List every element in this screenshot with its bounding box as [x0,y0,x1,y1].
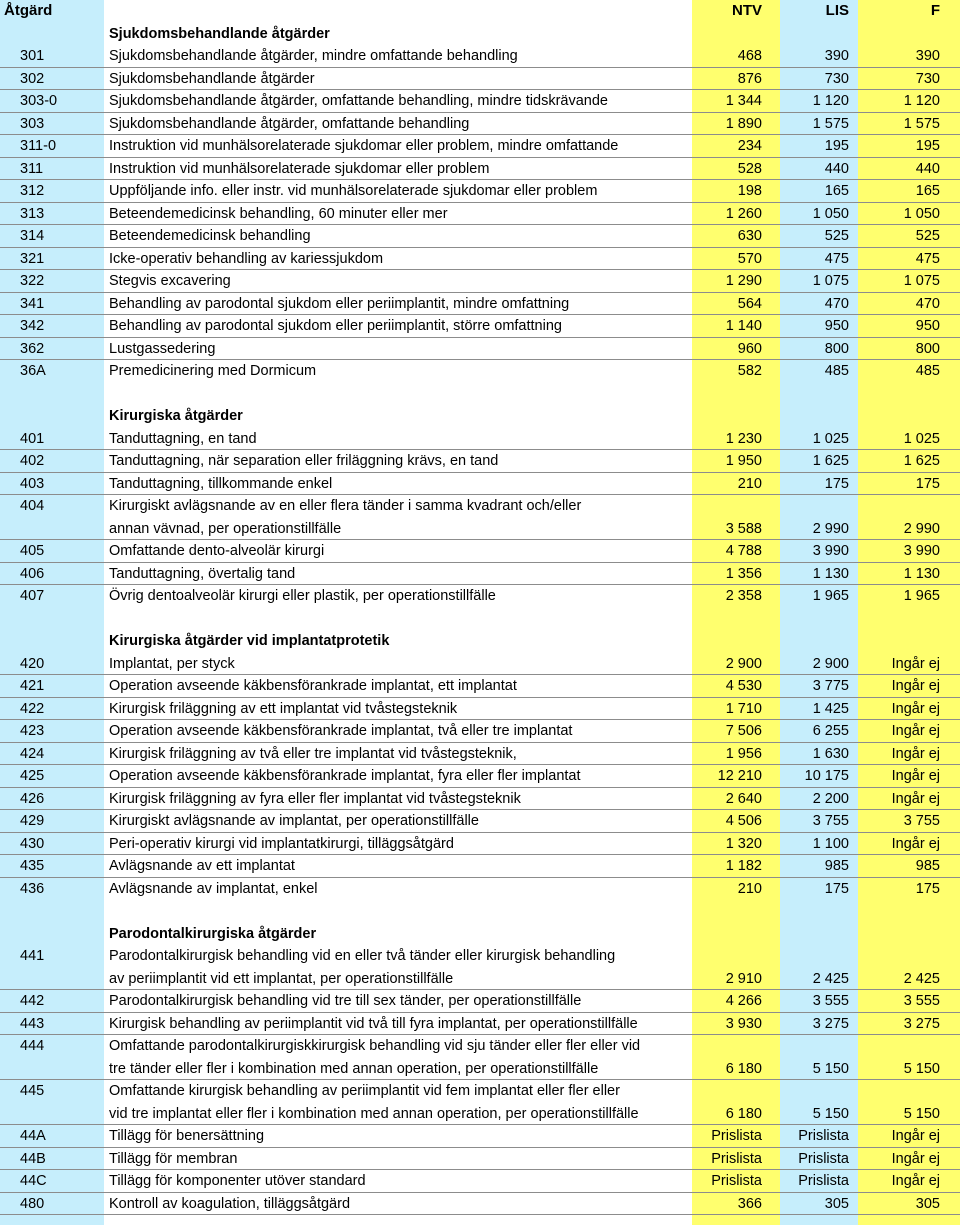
row-code: 362 [20,340,45,357]
row-ntv: 564 [737,295,762,312]
row-ntv: 1 956 [725,745,762,762]
header-f: F [930,2,940,19]
section-heading [0,405,960,428]
row-lis: 2 990 [812,520,849,537]
table-row [0,203,960,226]
row-f: 175 [915,880,940,897]
row-lis: 175 [824,880,849,897]
row-ntv: 366 [737,1195,762,1212]
row-ntv: 2 640 [725,790,762,807]
row-code: 436 [20,880,45,897]
table-row [0,225,960,248]
row-f: 1 120 [903,93,940,109]
table-row [0,810,960,833]
row-description: Avlägsnande av implantat, enkel [109,880,318,897]
row-ntv: 1 320 [725,835,762,852]
row-lis: 6 255 [812,723,849,739]
row-ntv: Prislista [711,1128,762,1144]
row-description: Kontroll av koagulation, tilläggsåtgärd [109,1195,351,1212]
row-code: 426 [20,790,45,807]
row-f: 5 150 [903,1060,940,1077]
table-row [0,1193,960,1216]
row-description: Behandling av parodontal sjukdom eller periimplantit, mindre omfattning [109,295,570,312]
row-code: 423 [20,723,45,739]
row-ntv: 1 710 [725,700,762,717]
row-ntv: 960 [737,340,762,357]
row-description-continued: tre tänder eller fler i kombination med annan operation, per operationstillfälle [109,1060,599,1077]
table-row [0,90,960,113]
table-row [0,833,960,856]
row-f: 3 755 [903,813,940,829]
section-title: Kirurgiska åtgärder vid implantatprotetik [109,633,390,649]
row-lis: 3 555 [812,993,849,1009]
row-description: Operation avseende käkbensförankrade implantat, ett implantat [109,678,517,694]
row-lis: 2 425 [812,970,849,987]
row-f: Ingår ej [891,768,940,784]
table-row [0,450,960,473]
table-row [0,743,960,766]
row-lis: 1 425 [812,700,849,717]
row-code: 480 [20,1195,45,1212]
row-lis: 1 965 [812,588,849,604]
row-f: Ingår ej [891,1150,940,1167]
row-lis: 1 025 [812,430,849,447]
row-code: 321 [20,250,45,267]
row-description: Kirurgiskt avlägsnande av implantat, per operationstillfälle [109,813,479,829]
row-code: 425 [20,768,45,784]
table-row [0,495,960,540]
row-code: 445 [20,1083,45,1099]
row-ntv: 876 [737,70,762,87]
row-description: Sjukdomsbehandlande åtgärder, omfattande behandling [109,115,470,132]
row-ntv: 2 900 [725,655,762,672]
table-row [0,878,960,901]
row-description: Stegvis excavering [109,273,231,289]
row-code: 422 [20,700,45,717]
row-code: 312 [20,183,45,199]
row-description: Tillägg för komponenter utöver standard [109,1173,366,1189]
row-description: Kirurgisk behandling av periimplantit vid två till fyra implantat, per operationstillfälle [109,1015,638,1032]
row-description: Övrig dentoalveolär kirurgi eller plastik, per operationstillfälle [109,588,496,604]
row-description: Instruktion vid munhälsorelaterade sjukdomar eller problem, mindre omfattande [109,138,619,154]
row-code: 444 [20,1038,45,1054]
row-f: 1 575 [903,115,940,132]
row-f: 3 555 [903,993,940,1009]
row-ntv: 528 [737,160,762,177]
table-row [0,698,960,721]
row-code: 341 [20,295,45,312]
table-row [0,720,960,743]
row-description: Sjukdomsbehandlande åtgärder, omfattande behandling, mindre tidskrävande [109,93,608,109]
row-description: Icke-operativ behandling av kariessjukdom [109,250,384,267]
row-description: Tanduttagning, en tand [109,430,257,447]
row-f: Ingår ej [891,723,940,739]
row-code: 302 [20,70,45,87]
row-lis: 440 [824,160,849,177]
row-lis: 165 [824,183,849,199]
row-lis: 800 [824,340,849,357]
row-ntv: Prislista [711,1150,762,1167]
row-lis: 950 [824,318,849,334]
row-code: 404 [20,498,45,514]
row-code: 429 [20,813,45,829]
row-code: 435 [20,858,45,874]
row-code: 407 [20,588,45,604]
row-description: Implantat, per styck [109,655,235,672]
row-description: Parodontalkirurgisk behandling vid en eller två tänder eller kirurgisk behandling [109,948,616,964]
row-ntv: 4 530 [725,678,762,694]
table-row [0,113,960,136]
row-lis: 305 [824,1195,849,1212]
row-ntv: 1 950 [725,453,762,469]
row-lis: Prislista [798,1128,849,1144]
section-title: Parodontalkirurgiska åtgärder [109,925,317,942]
row-description: Omfattande parodontalkirurgiskkirurgisk behandling vid sju tänder eller fler eller vid [109,1038,641,1054]
row-description: Kirurgiskt avlägsnande av en eller flera tänder i samma kvadrant och/eller [109,498,582,514]
row-code: 424 [20,745,45,762]
row-description: Omfattande kirurgisk behandling av periimplantit vid fem implantat eller fler eller [109,1083,620,1099]
row-code: 36A [20,363,46,379]
row-f: 3 990 [903,543,940,559]
row-f: 175 [915,475,940,492]
table-row [0,158,960,181]
table-row [0,788,960,811]
table-row [0,540,960,563]
row-ntv: 468 [737,48,762,64]
row-code: 401 [20,430,45,447]
row-lis: 485 [824,363,849,379]
table-row [0,945,960,990]
row-f: 1 965 [903,588,940,604]
row-f: 440 [915,160,940,177]
row-description: Premedicinering med Dormicum [109,363,317,379]
row-description: Avlägsnande av ett implantat [109,858,295,874]
row-lis: 730 [824,70,849,87]
table-row [0,428,960,451]
row-f: Ingår ej [891,1128,940,1144]
row-lis: 1 130 [812,565,849,582]
row-f: 305 [915,1195,940,1212]
row-lis: 3 990 [812,543,849,559]
spacer-row [0,383,960,406]
row-description: Tillägg för benersättning [109,1128,265,1144]
table-row [0,1125,960,1148]
row-lis: 3 275 [812,1015,849,1032]
row-f: 475 [915,250,940,267]
row-ntv: Prislista [711,1173,762,1189]
row-lis: 2 200 [812,790,849,807]
spacer-row [0,608,960,631]
row-lis: 475 [824,250,849,267]
row-ntv: 210 [737,475,762,492]
section-heading [0,923,960,946]
row-description: Behandling av parodontal sjukdom eller periimplantit, större omfattning [109,318,562,334]
section-title: Kirurgiska åtgärder [109,408,243,424]
row-f: 730 [915,70,940,87]
row-description: Operation avseende käkbensförankrade implantat, fyra eller fler implantat [109,768,581,784]
row-description: Parodontalkirurgisk behandling vid tre till sex tänder, per operationstillfälle [109,993,582,1009]
table-row [0,135,960,158]
row-f: 800 [915,340,940,357]
row-f: 1 075 [903,273,940,289]
header-lis: LIS [825,2,849,19]
row-ntv: 3 588 [725,520,762,537]
row-f: Ingår ej [891,655,940,672]
row-ntv: 2 910 [725,970,762,987]
row-lis: 2 900 [812,655,849,672]
table-row [0,765,960,788]
row-ntv: 630 [737,228,762,244]
row-f: 485 [915,363,940,379]
row-f: 985 [915,858,940,874]
row-code: 322 [20,273,45,289]
row-code: 44C [20,1173,47,1189]
row-description: Kirurgisk friläggning av ett implantat vid tvåstegsteknik [109,700,458,717]
table-row [0,473,960,496]
row-description-continued: av periimplantit vid ett implantat, per operationstillfälle [109,970,454,987]
table-row [0,360,960,383]
table-row [0,180,960,203]
row-ntv: 1 890 [725,115,762,132]
row-f: 165 [915,183,940,199]
row-lis: 985 [824,858,849,874]
row-ntv: 4 506 [725,813,762,829]
header-code: Åtgärd [4,2,53,19]
row-lis: 195 [824,138,849,154]
table-row [0,270,960,293]
row-lis: 390 [824,48,849,64]
row-description: Tillägg för membran [109,1150,238,1167]
table-row [0,315,960,338]
row-lis: 470 [824,295,849,312]
row-description: Lustgassedering [109,340,216,357]
row-description: Instruktion vid munhälsorelaterade sjukdomar eller problem [109,160,490,177]
row-code: 342 [20,318,45,334]
row-lis: 5 150 [812,1105,849,1122]
table-row [0,585,960,608]
row-description: Beteendemedicinsk behandling [109,228,311,244]
row-description-continued: annan vävnad, per operationstillfälle [109,520,342,537]
table-body [0,23,960,1216]
row-description: Beteendemedicinsk behandling, 60 minuter eller mer [109,205,448,222]
row-ntv: 4 266 [725,993,762,1009]
table-row [0,1148,960,1171]
row-lis: 1 100 [812,835,849,852]
row-ntv: 198 [737,183,762,199]
row-f: 2 990 [903,520,940,537]
row-f: 1 130 [903,565,940,582]
row-lis: 1 075 [812,273,849,289]
table-row [0,293,960,316]
table-row [0,855,960,878]
row-description-continued: vid tre implantat eller fler i kombination med annan operation, per operationstillfälle [109,1105,639,1122]
row-f: 1 050 [903,205,940,222]
row-lis: 1 630 [812,745,849,762]
row-ntv: 3 930 [725,1015,762,1032]
table-row [0,68,960,91]
row-lis: 3 775 [812,678,849,694]
row-description: Tanduttagning, övertalig tand [109,565,296,582]
row-ntv: 1 182 [725,858,762,874]
row-code: 406 [20,565,45,582]
row-f: 5 150 [903,1105,940,1122]
row-description: Peri-operativ kirurgi vid implantatkirurgi, tilläggsåtgärd [109,835,454,852]
table-row [0,563,960,586]
row-code: 420 [20,655,45,672]
table-row [0,1035,960,1080]
table-row [0,990,960,1013]
row-description: Kirurgisk friläggning av två eller tre implantat vid tvåstegsteknik, [109,745,517,762]
section-heading [0,23,960,46]
table-row [0,248,960,271]
table-row [0,1013,960,1036]
row-code: 443 [20,1015,45,1032]
row-code: 303 [20,115,45,132]
row-description: Operation avseende käkbensförankrade implantat, två eller tre implantat [109,723,573,739]
row-f: Ingår ej [891,745,940,762]
row-description: Sjukdomsbehandlande åtgärder [109,70,315,87]
row-f: 950 [915,318,940,334]
row-ntv: 1 290 [725,273,762,289]
row-f: Ingår ej [891,1173,940,1189]
row-lis: 525 [824,228,849,244]
row-code: 311-0 [20,138,57,154]
row-lis: 1 575 [812,115,849,132]
row-ntv: 582 [737,363,762,379]
row-ntv: 1 230 [725,430,762,447]
row-description: Kirurgisk friläggning av fyra eller fler implantat vid tvåstegsteknik [109,790,521,807]
row-ntv: 1 260 [725,205,762,222]
row-f: 525 [915,228,940,244]
row-description: Omfattande dento-alveolär kirurgi [109,543,325,559]
row-code: 402 [20,453,45,469]
row-lis: 175 [824,475,849,492]
row-ntv: 570 [737,250,762,267]
row-lis: 5 150 [812,1060,849,1077]
row-code: 442 [20,993,45,1009]
spacer-row [0,900,960,923]
row-ntv: 234 [737,138,762,154]
row-code: 44B [20,1150,46,1167]
row-ntv: 1 140 [725,318,762,334]
table-row [0,675,960,698]
table-row [0,1080,960,1125]
row-f: Ingår ej [891,700,940,717]
row-f: 1 025 [903,430,940,447]
row-description: Tanduttagning, när separation eller friläggning krävs, en tand [109,453,499,469]
row-code: 311 [20,160,44,177]
row-f: Ingår ej [891,835,940,852]
row-ntv: 7 506 [725,723,762,739]
row-f: 1 625 [903,453,940,469]
row-lis: 1 120 [812,93,849,109]
section-heading [0,630,960,653]
row-code: 44A [20,1128,46,1144]
row-ntv: 12 210 [717,768,762,784]
table-row [0,1170,960,1193]
row-code: 405 [20,543,45,559]
row-lis: 1 625 [812,453,849,469]
row-code: 301 [20,48,45,64]
row-code: 313 [20,205,45,222]
row-f: 470 [915,295,940,312]
row-f: Ingår ej [891,790,940,807]
section-title: Sjukdomsbehandlande åtgärder [109,25,330,42]
row-code: 314 [20,228,45,244]
row-lis: 10 175 [804,768,849,784]
row-f: 390 [915,48,940,64]
row-ntv: 6 180 [725,1105,762,1122]
row-f: Ingår ej [891,678,940,694]
row-ntv: 6 180 [725,1060,762,1077]
row-lis: Prislista [798,1173,849,1189]
table-row [0,653,960,676]
row-code: 430 [20,835,45,852]
row-description: Sjukdomsbehandlande åtgärder, mindre omfattande behandling [109,48,518,64]
row-code: 421 [20,678,45,694]
row-ntv: 1 356 [725,565,762,582]
row-code: 403 [20,475,45,492]
table-row [0,45,960,68]
row-description: Tanduttagning, tillkommande enkel [109,475,333,492]
table-header [0,0,960,23]
row-f: 2 425 [903,970,940,987]
row-lis: 1 050 [812,205,849,222]
row-f: 3 275 [903,1015,940,1032]
row-lis: 3 755 [812,813,849,829]
row-description: Uppföljande info. eller instr. vid munhälsorelaterade sjukdomar eller problem [109,183,598,199]
table-row [0,338,960,361]
row-ntv: 1 344 [725,93,762,109]
row-ntv: 4 788 [725,543,762,559]
row-code: 303-0 [20,93,58,109]
header-ntv: NTV [732,2,762,19]
row-code: 441 [20,948,45,964]
row-ntv: 2 358 [725,588,762,604]
row-f: 195 [915,138,940,154]
row-ntv: 210 [737,880,762,897]
row-lis: Prislista [798,1150,849,1167]
